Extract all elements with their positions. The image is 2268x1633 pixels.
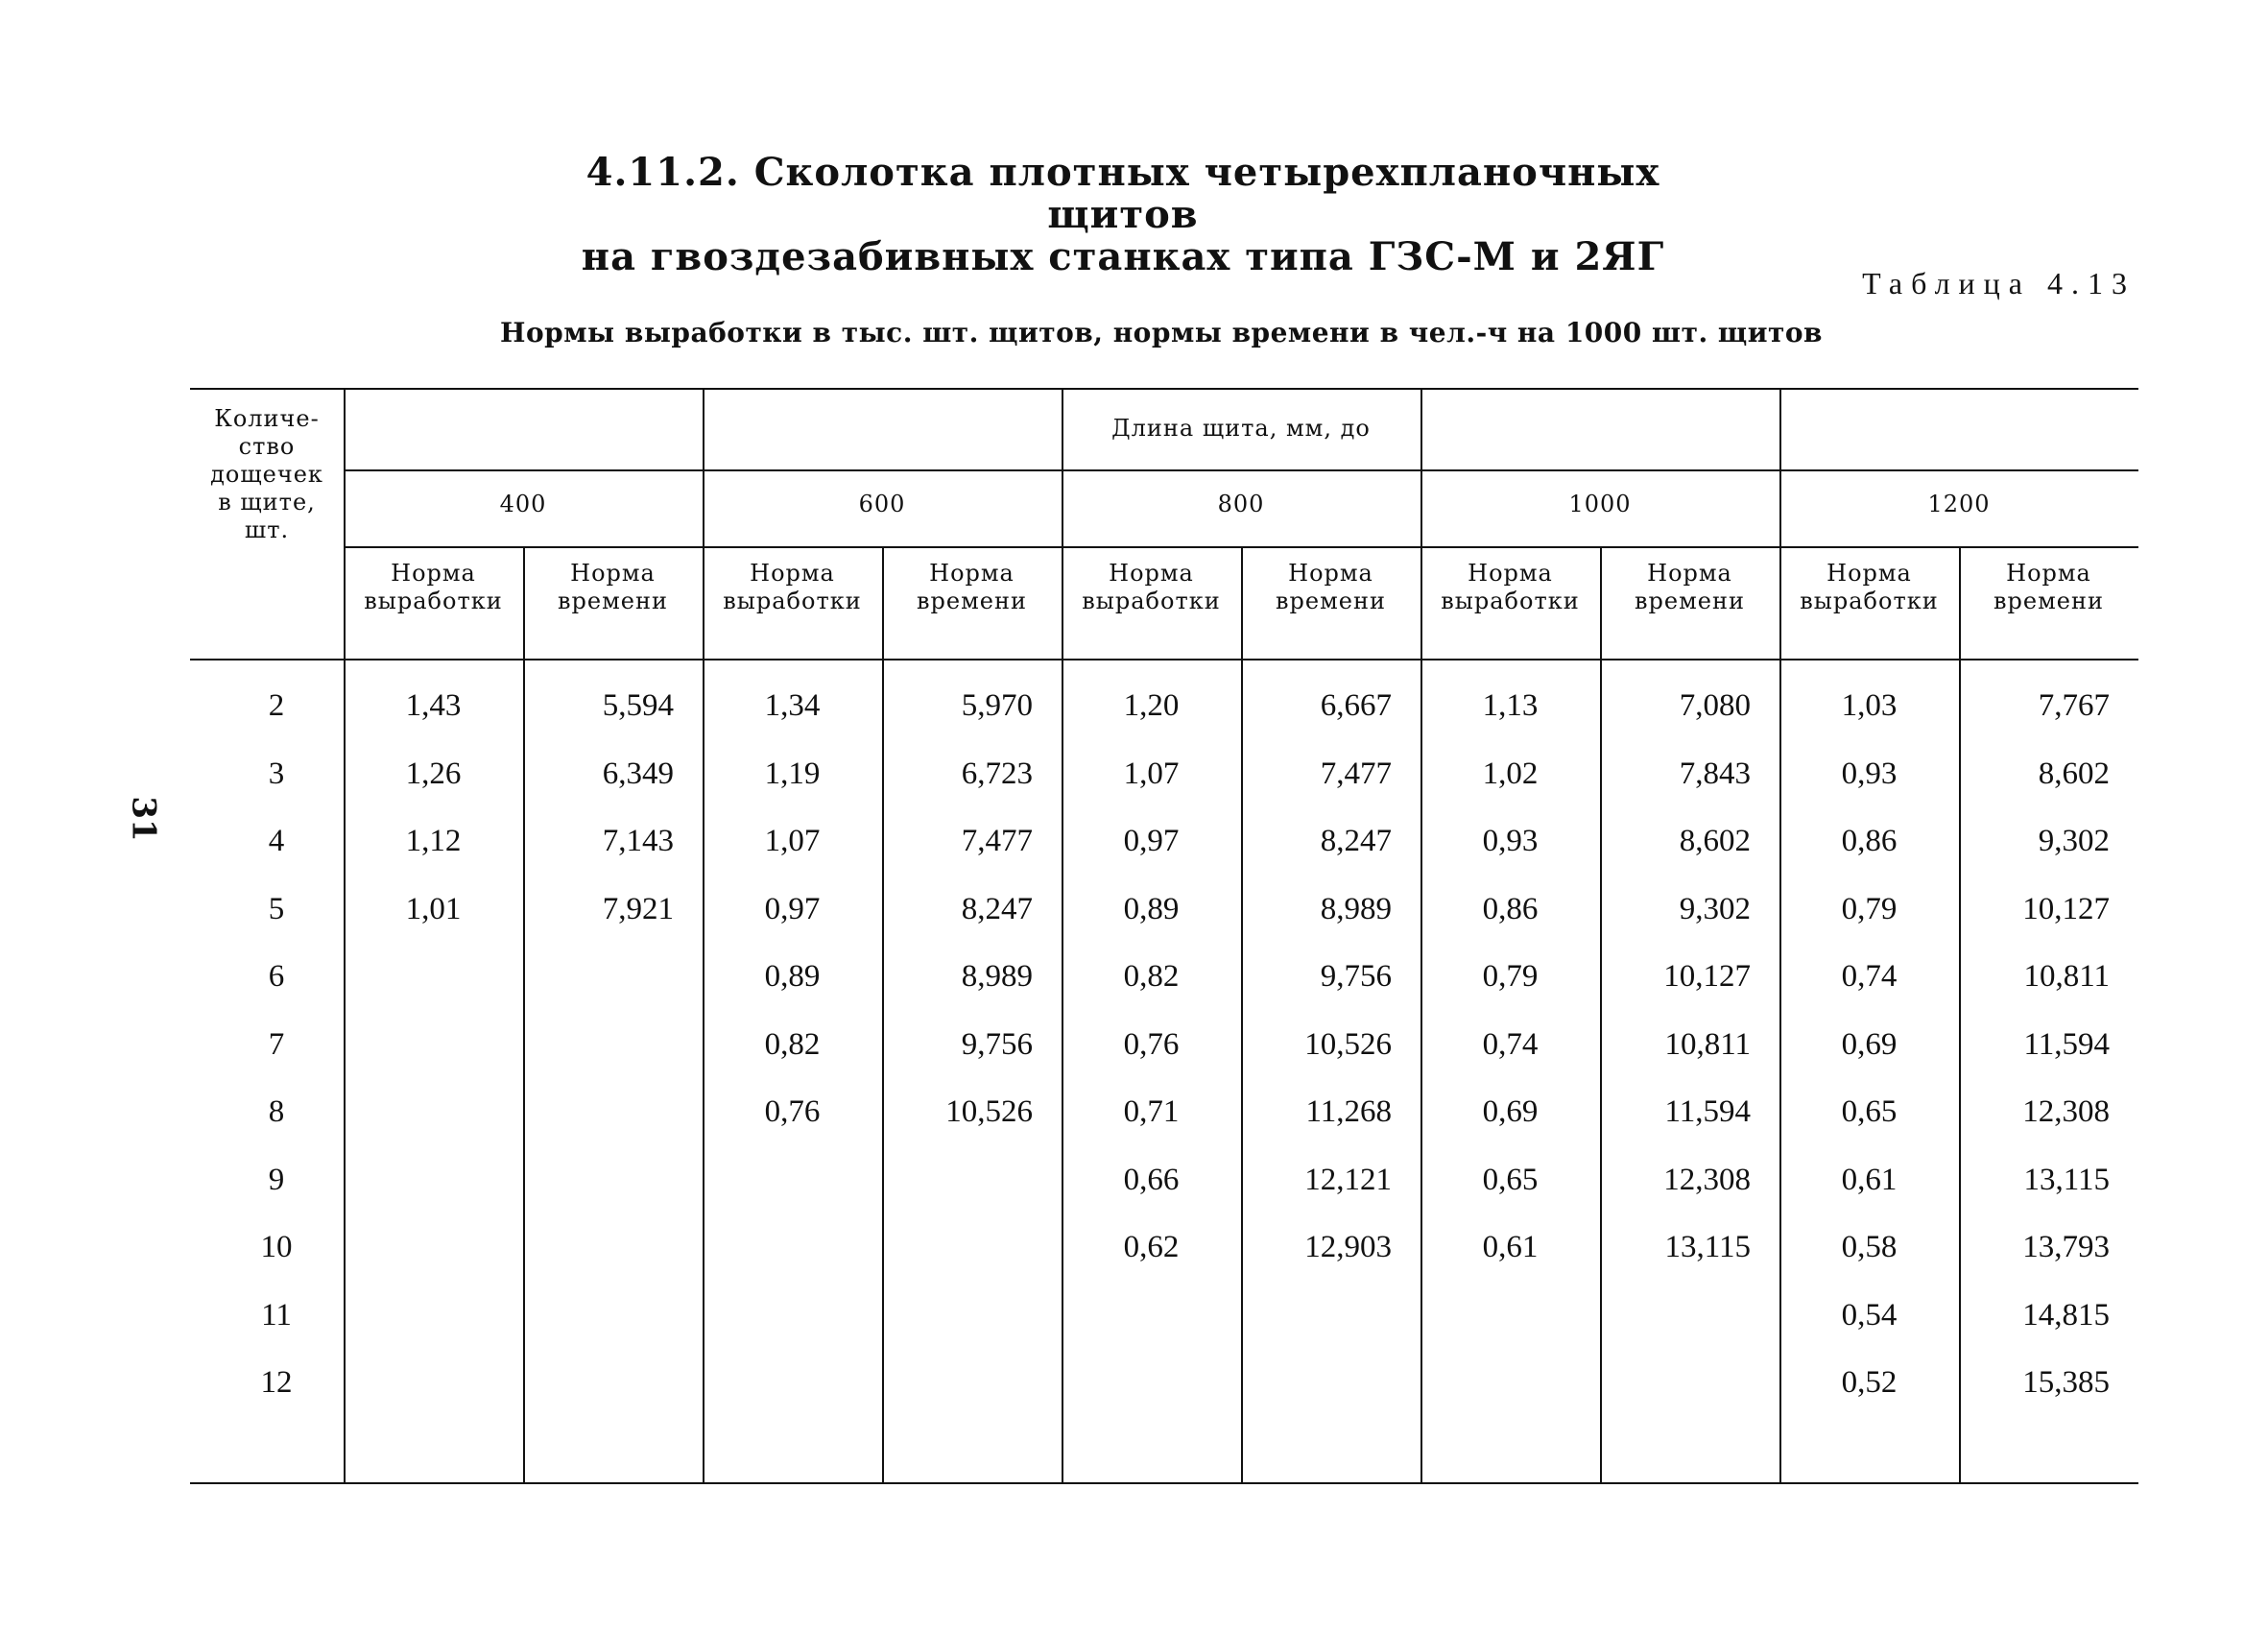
table-caption: Нормы выработки в тыс. шт. щитов, нормы времени в чел.-ч на 1000 шт. щитов (500, 317, 1823, 348)
output-norm-cell: 1,07 (1123, 756, 1180, 791)
output-norm-cell: 1,19 (764, 756, 821, 791)
time-norm-cell: 7,143 (602, 824, 674, 858)
time-norm-header (1600, 560, 1779, 615)
row-header-line: в щите, (218, 489, 316, 516)
time-norm-cell: 6,723 (961, 756, 1033, 791)
output-norm-cell: 0,82 (764, 1026, 821, 1062)
output-norm-cell: 0,93 (1482, 824, 1539, 858)
output-norm-cell: 0,74 (1482, 1026, 1539, 1062)
header-divider (344, 469, 2138, 471)
column-divider (1062, 390, 1063, 1482)
time-norm-header (882, 560, 1062, 615)
output-norm-cell: 0,86 (1482, 891, 1539, 926)
row-count: 9 (268, 1162, 285, 1197)
subheader-line: Норма (750, 560, 835, 587)
subheader-line: выработки (1082, 588, 1221, 614)
row-header-line: дощечек (210, 461, 323, 488)
output-norm-cell: 0,89 (764, 959, 821, 994)
output-norm-cell: 0,69 (1482, 1094, 1539, 1129)
time-norm-cell: 7,767 (2038, 688, 2110, 723)
time-norm-cell: 12,308 (1663, 1162, 1751, 1197)
time-norm-cell: 6,667 (1320, 688, 1392, 723)
subheader-line: Норма (2006, 560, 2091, 587)
time-norm-header (1241, 560, 1420, 615)
output-norm-cell: 0,89 (1123, 891, 1180, 926)
subheader-line: Норма (1288, 560, 1373, 587)
time-norm-cell: 14,815 (2022, 1297, 2110, 1333)
row-count: 5 (268, 891, 285, 926)
output-norm-cell: 1,02 (1482, 756, 1539, 791)
time-norm-cell: 10,127 (2022, 891, 2110, 926)
column-divider (1420, 390, 1422, 1482)
length-label: 600 (858, 491, 906, 517)
length-label: 1200 (1927, 491, 1991, 517)
output-norm-cell: 1,20 (1123, 688, 1180, 723)
time-norm-header (523, 560, 703, 615)
time-norm-header (1959, 560, 2138, 615)
time-norm-cell: 12,121 (1304, 1162, 1392, 1197)
row-header-line: Количе- (214, 405, 320, 432)
subheader-line: времени (917, 588, 1027, 614)
time-norm-cell: 7,080 (1679, 688, 1751, 723)
output-norm-cell: 0,86 (1841, 824, 1898, 858)
time-norm-cell: 11,594 (2023, 1026, 2110, 1062)
subheader-line: времени (1276, 588, 1386, 614)
subheader-line: выработки (1441, 588, 1580, 614)
time-norm-cell: 11,268 (1305, 1094, 1392, 1129)
time-norm-cell: 13,115 (2023, 1162, 2110, 1197)
subheader-line: времени (1635, 588, 1745, 614)
length-header: Длина щита, мм, до (1111, 415, 1371, 442)
time-norm-cell: 8,989 (1320, 891, 1392, 926)
subheader-line: выработки (364, 588, 503, 614)
output-norm-header (1779, 560, 1959, 615)
row-count: 11 (261, 1297, 292, 1333)
time-norm-cell: 15,385 (2022, 1365, 2110, 1400)
row-header-line: ство (238, 433, 296, 460)
output-norm-cell: 1,43 (405, 688, 462, 723)
length-label: 400 (499, 491, 547, 517)
row-count: 6 (268, 959, 285, 994)
length-label: 1000 (1568, 491, 1632, 517)
output-norm-cell: 0,58 (1841, 1230, 1898, 1264)
time-norm-cell: 12,308 (2022, 1094, 2110, 1129)
output-norm-header (1420, 560, 1600, 615)
subheader-line: времени (1993, 588, 2104, 614)
output-norm-header (703, 560, 882, 615)
time-norm-cell: 9,302 (1679, 891, 1751, 926)
time-norm-cell: 9,302 (2038, 824, 2110, 858)
time-norm-cell: 8,602 (2038, 756, 2110, 791)
output-norm-cell: 0,97 (764, 891, 821, 926)
output-norm-cell: 0,54 (1841, 1297, 1898, 1333)
time-norm-cell: 13,793 (2022, 1230, 2110, 1264)
output-norm-cell: 0,97 (1123, 824, 1180, 858)
subheader-line: Норма (570, 560, 656, 587)
heading-line-1: 4.11.2. Сколотка плотных четырехпланочных щитов (585, 150, 1660, 237)
row-count: 3 (268, 756, 285, 791)
time-norm-cell: 5,594 (602, 688, 674, 723)
output-norm-header (1062, 560, 1241, 615)
output-norm-cell: 0,65 (1482, 1162, 1539, 1197)
subheader-line: выработки (1800, 588, 1939, 614)
output-norm-cell: 0,65 (1841, 1094, 1898, 1129)
time-norm-cell: 9,756 (1320, 959, 1392, 994)
time-norm-cell: 5,970 (961, 688, 1033, 723)
output-norm-cell: 0,52 (1841, 1365, 1898, 1400)
time-norm-cell: 10,811 (2023, 959, 2110, 994)
row-count: 12 (260, 1365, 293, 1400)
row-count: 10 (260, 1230, 293, 1264)
output-norm-cell: 0,79 (1841, 891, 1898, 926)
subheader-line: Норма (1647, 560, 1732, 587)
time-norm-cell: 13,115 (1664, 1230, 1751, 1264)
time-norm-cell: 8,989 (961, 959, 1033, 994)
output-norm-cell: 0,66 (1123, 1162, 1180, 1197)
subheader-line: времени (558, 588, 668, 614)
time-norm-cell: 7,477 (1320, 756, 1392, 791)
length-label: 800 (1217, 491, 1265, 517)
subheader-line: Норма (1826, 560, 1912, 587)
output-norm-cell: 0,74 (1841, 959, 1898, 994)
row-count: 8 (268, 1094, 285, 1129)
time-norm-cell: 7,921 (602, 891, 674, 926)
output-norm-cell: 0,79 (1482, 959, 1539, 994)
output-norm-header (344, 560, 523, 615)
row-header-line: шт. (244, 516, 290, 543)
time-norm-cell: 8,247 (1320, 824, 1392, 858)
time-norm-cell: 10,526 (1304, 1026, 1392, 1062)
subheader-line: Норма (929, 560, 1015, 587)
time-norm-cell: 10,526 (945, 1094, 1033, 1129)
output-norm-cell: 1,12 (405, 824, 462, 858)
time-norm-cell: 9,756 (961, 1026, 1033, 1062)
subheader-line: Норма (391, 560, 476, 587)
row-header (190, 405, 344, 544)
time-norm-cell: 10,127 (1663, 959, 1751, 994)
header-divider (344, 546, 2138, 548)
subheader-line: Норма (1109, 560, 1194, 587)
time-norm-cell: 7,843 (1679, 756, 1751, 791)
time-norm-cell: 10,811 (1664, 1026, 1751, 1062)
output-norm-cell: 0,61 (1841, 1162, 1898, 1197)
subheader-line: Норма (1468, 560, 1553, 587)
output-norm-cell: 1,13 (1482, 688, 1539, 723)
output-norm-cell: 0,76 (1123, 1026, 1180, 1062)
row-count: 2 (268, 688, 285, 723)
output-norm-cell: 0,82 (1123, 959, 1180, 994)
time-norm-cell: 8,602 (1679, 824, 1751, 858)
subheader-line: выработки (723, 588, 862, 614)
output-norm-cell: 1,26 (405, 756, 462, 791)
page-number: 31 (124, 796, 163, 842)
output-norm-cell: 1,34 (764, 688, 821, 723)
output-norm-cell: 1,01 (405, 891, 462, 926)
output-norm-cell: 1,07 (764, 824, 821, 858)
heading-line-2: на гвоздезабивных станках типа ГЗС-М и 2ЯГ (581, 234, 1665, 279)
time-norm-cell: 12,903 (1304, 1230, 1392, 1264)
table-number: Таблица 4.13 (1862, 266, 2136, 300)
output-norm-cell: 0,69 (1841, 1026, 1898, 1062)
row-count: 4 (268, 824, 285, 858)
output-norm-cell: 0,93 (1841, 756, 1898, 791)
output-norm-cell: 0,62 (1123, 1230, 1180, 1264)
output-norm-cell: 0,71 (1123, 1094, 1180, 1129)
time-norm-cell: 8,247 (961, 891, 1033, 926)
output-norm-cell: 1,03 (1841, 688, 1898, 723)
output-norm-cell: 0,76 (764, 1094, 821, 1129)
output-norm-cell: 0,61 (1482, 1230, 1539, 1264)
row-count: 7 (268, 1026, 285, 1062)
column-divider (703, 390, 704, 1482)
time-norm-cell: 6,349 (602, 756, 674, 791)
norms-table (190, 388, 2138, 1484)
header-divider (190, 659, 2138, 660)
section-heading (576, 152, 1670, 278)
time-norm-cell: 7,477 (961, 824, 1033, 858)
time-norm-cell: 11,594 (1664, 1094, 1751, 1129)
